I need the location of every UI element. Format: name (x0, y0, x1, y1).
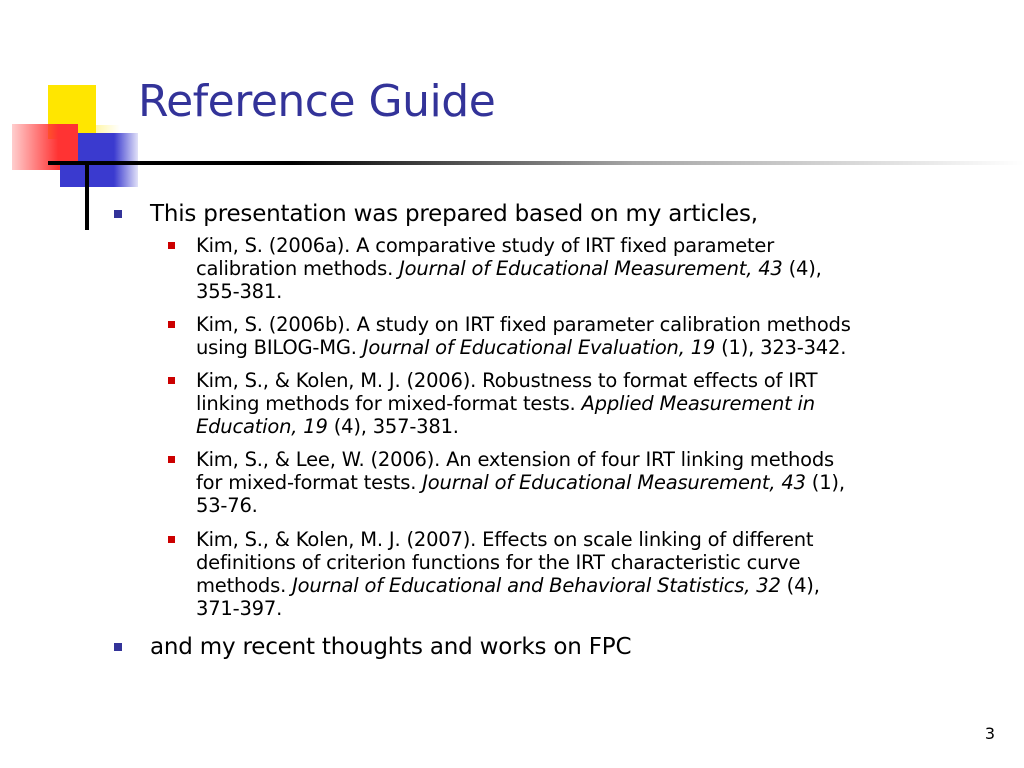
reference-text: Kim, S. (2006a). A comparative study of IRT fixed parameter (196, 234, 775, 257)
slide-title: Reference Guide (138, 76, 496, 127)
reference-text: (4), (782, 257, 822, 280)
bullet-text: and my recent thoughts and works on FPC (150, 634, 632, 660)
reference-line (196, 280, 996, 303)
reference-line (196, 336, 996, 359)
reference-text: Kim, S., & Kolen, M. J. (2006). Robustness to format effects of IRT (196, 369, 818, 392)
square-bullet-icon (114, 643, 122, 651)
reference-line (196, 369, 996, 392)
reference-item (196, 528, 996, 620)
reference-line (196, 257, 996, 280)
reference-line (196, 392, 996, 415)
reference-text: (1), 323-342. (715, 336, 847, 359)
journal-title: Education, 19 (196, 415, 328, 438)
page-number: 3 (984, 724, 995, 743)
reference-text: (1), (805, 471, 845, 494)
reference-line (196, 415, 996, 438)
reference-text: definitions of criterion functions for the IRT characteristic curve (196, 551, 801, 574)
reference-text: (4), (780, 574, 820, 597)
vertical-rule (85, 165, 89, 230)
reference-item (196, 234, 996, 303)
reference-line (196, 471, 996, 494)
reference-line (196, 494, 996, 517)
decor-blue-square-corner (60, 165, 80, 187)
journal-title: Applied Measurement in (581, 392, 815, 415)
reference-line (196, 574, 996, 597)
reference-line (196, 597, 996, 620)
reference-line (196, 551, 996, 574)
square-bullet-icon (168, 456, 175, 463)
reference-line (196, 234, 996, 257)
reference-line (196, 448, 996, 471)
reference-line (196, 313, 996, 336)
reference-text: (4), 357-381. (327, 415, 459, 438)
reference-text: methods. (196, 574, 293, 597)
bullet-text: This presentation was prepared based on my articles, (150, 201, 758, 227)
reference-text: using BILOG-MG. (196, 336, 363, 359)
reference-line (196, 528, 996, 551)
reference-text: 53-76. (196, 494, 258, 517)
square-bullet-icon (168, 536, 175, 543)
bullet-item-1 (150, 201, 758, 227)
journal-title: Journal of Educational Measurement, 43 (399, 257, 783, 280)
square-bullet-icon (168, 377, 175, 384)
reference-item (196, 448, 996, 517)
reference-text: 371-397. (196, 597, 283, 620)
reference-text: for mixed-format tests. (196, 471, 423, 494)
reference-text: Kim, S. (2006b). A study on IRT fixed parameter calibration methods (196, 313, 851, 336)
reference-item (196, 313, 996, 359)
journal-title: Journal of Educational Measurement, 43 (422, 471, 806, 494)
square-bullet-icon (114, 210, 122, 218)
bullet-item-2 (150, 634, 631, 660)
title-underline (48, 161, 1024, 165)
journal-title: Journal of Educational and Behavioral Statistics, 32 (292, 574, 781, 597)
reference-text: 355-381. (196, 280, 283, 303)
journal-title: Journal of Educational Evaluation, 19 (362, 336, 716, 359)
reference-text: linking methods for mixed-format tests. (196, 392, 582, 415)
reference-text: calibration methods. (196, 257, 400, 280)
reference-text: Kim, S., & Lee, W. (2006). An extension of four IRT linking methods (196, 448, 834, 471)
square-bullet-icon (168, 321, 175, 328)
reference-item (196, 369, 996, 438)
square-bullet-icon (168, 242, 175, 249)
reference-text: Kim, S., & Kolen, M. J. (2007). Effects on scale linking of different (196, 528, 814, 551)
